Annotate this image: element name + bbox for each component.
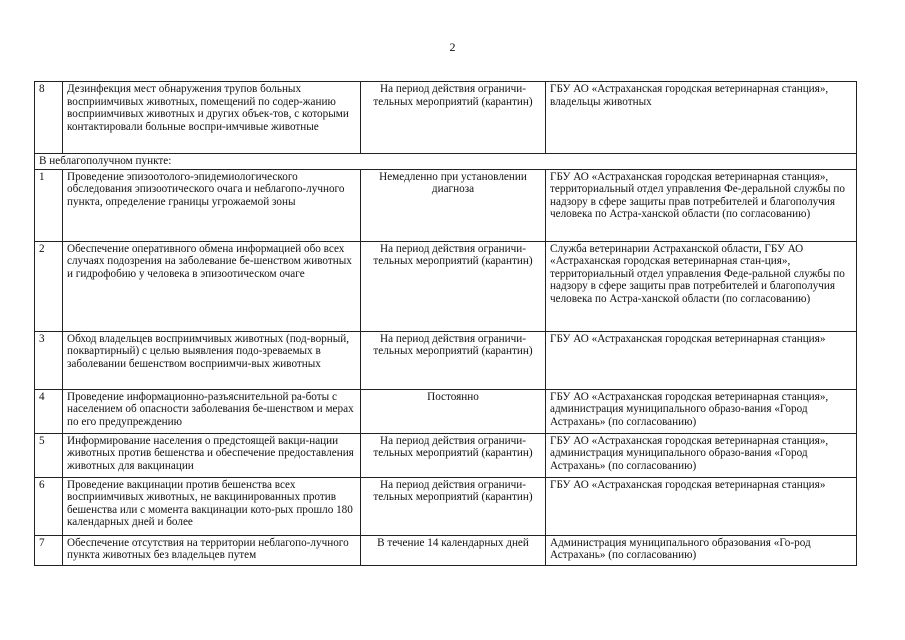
row-responsible: ГБУ АО «Астраханская городская ветеринарная станция»: [546, 331, 857, 389]
row-number: 8: [35, 82, 63, 154]
table-row: [35, 331, 857, 389]
row-period: Постоянно: [361, 389, 546, 433]
row-responsible: Администрация муниципального образования «Го-род Астрахань» (по согласованию): [546, 535, 857, 565]
table-row: [35, 477, 857, 535]
table-row: [35, 169, 857, 241]
row-action: Информирование населения о предстоящей вакци-нации животных против бешенства и обеспечение предоставления животных для вакцинации: [63, 433, 361, 477]
section-header-row: [35, 154, 857, 170]
row-period: На период действия ограничи-тельных мероприятий (карантин): [361, 433, 546, 477]
table-row: [35, 241, 857, 331]
row-action: Обеспечение отсутствия на территории неблагопо-лучного пункта животных без владельцев путем: [63, 535, 361, 565]
section-title: В неблагополучном пункте:: [35, 154, 857, 170]
row-action: Обход владельцев восприимчивых животных (под-ворный, поквартирный) с целью выявления подо-зреваемых в заболевании бешенством восприимчи-вых животных: [63, 331, 361, 389]
row-period: На период действия ограничи-тельных мероприятий (карантин): [361, 331, 546, 389]
row-action: Проведение вакцинации против бешенства всех восприимчивых животных, не вакцинированных против бешенства или с момента вакцинации кото-рых прошло 180 календарных дней и более: [63, 477, 361, 535]
table-row: [35, 389, 857, 433]
row-action: Дезинфекция мест обнаружения трупов больных восприимчивых животных, помещений по содер-жанию восприимчивых животных и других объек-тов, с которыми контактировали больные воспри-имчивые животные: [63, 82, 361, 154]
row-period: Немедленно при установлении диагноза: [361, 169, 546, 241]
row-number: 3: [35, 331, 63, 389]
row-period: В течение 14 календарных дней: [361, 535, 546, 565]
page-number: 2: [449, 40, 456, 54]
row-number: 6: [35, 477, 63, 535]
row-responsible: ГБУ АО «Астраханская городская ветеринарная станция», территориальный отдел управления Фе-деральной службы по надзору в сфере защиты прав потребителей и благополучия человека по Астра-ханской области (по согласованию): [546, 169, 857, 241]
table-row: [35, 433, 857, 477]
row-number: 2: [35, 241, 63, 331]
row-responsible: ГБУ АО «Астраханская городская ветеринарная станция»: [546, 477, 857, 535]
row-responsible: Служба ветеринарии Астраханской области, ГБУ АО «Астраханская городская ветеринарная стан-ция», территориальный отдел управления Феде-ральной службы по надзору в сфере защиты прав потребителей и благополучия человека по Астра-ханской области (по согласованию): [546, 241, 857, 331]
row-responsible: ГБУ АО «Астраханская городская ветеринарная станция», владельцы животных: [546, 82, 857, 154]
row-responsible: ГБУ АО «Астраханская городская ветеринарная станция», администрация муниципального образо-вания «Город Астрахань» (по согласованию): [546, 433, 857, 477]
row-action: Обеспечение оперативного обмена информацией обо всех случаях подозрения на заболевание бе-шенством животных и гидрофобию у человека в эпизоотическом очаге: [63, 241, 361, 331]
row-number: 5: [35, 433, 63, 477]
row-period: На период действия ограничи-тельных мероприятий (карантин): [361, 82, 546, 154]
row-action: Проведение эпизоотолого-эпидемиологического обследования эпизоотического очага и неблагопо-лучного пункта, определение границы угрожаемой зоны: [63, 169, 361, 241]
row-period: На период действия ограничи-тельных мероприятий (карантин): [361, 477, 546, 535]
measures-table: [34, 81, 857, 566]
row-number: 1: [35, 169, 63, 241]
row-period: На период действия ограничи-тельных мероприятий (карантин): [361, 241, 546, 331]
table-row: [35, 535, 857, 565]
row-number: 7: [35, 535, 63, 565]
row-action: Проведение информационно-разъяснительной ра-боты с населением об опасности заболевания бе-шенством и мерах по его предупреждению: [63, 389, 361, 433]
table-row: [35, 82, 857, 154]
row-responsible: ГБУ АО «Астраханская городская ветеринарная станция», администрация муниципального образо-вания «Город Астрахань» (по согласованию): [546, 389, 857, 433]
row-number: 4: [35, 389, 63, 433]
